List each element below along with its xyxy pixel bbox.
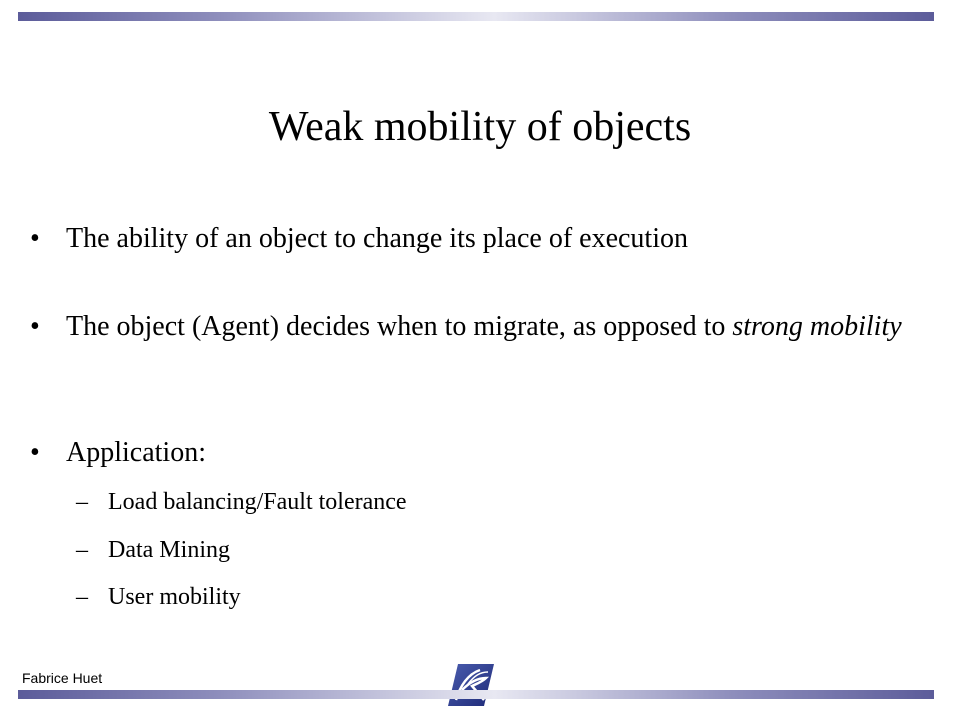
bullet-text: Application: xyxy=(66,437,206,468)
bullet-marker: • xyxy=(30,223,40,254)
bullet-text: The ability of an object to change its place of execution xyxy=(66,223,688,254)
sub-item-marker: – xyxy=(76,537,88,563)
bullet-marker: • xyxy=(30,311,40,342)
bullet-item-1 xyxy=(30,222,910,256)
bullet-marker: • xyxy=(30,437,40,468)
sub-item-text: User mobility xyxy=(108,584,241,610)
bullet-item-3 xyxy=(30,436,910,470)
sub-item-text: Data Mining xyxy=(108,537,230,563)
bullet-item-2 xyxy=(30,310,910,344)
bullet-text xyxy=(66,310,910,344)
sub-item-3 xyxy=(76,582,241,612)
bullet-text-main: The object (Agent) decides when to migrate, as opposed to xyxy=(66,311,733,342)
sub-item-marker: – xyxy=(76,489,88,515)
sub-item-text: Load balancing/Fault tolerance xyxy=(108,489,407,515)
inria-r-logo-icon xyxy=(446,660,496,710)
footer-author: Fabrice Huet xyxy=(22,670,103,686)
bottom-decorative-bar xyxy=(18,690,934,699)
sub-item-2 xyxy=(76,535,230,565)
top-decorative-bar xyxy=(18,12,934,21)
slide-title: Weak mobility of objects xyxy=(268,104,692,150)
sub-item-marker: – xyxy=(76,584,88,610)
sub-item-1 xyxy=(76,487,407,517)
bullet-text-italic: strong mobility xyxy=(732,311,902,342)
